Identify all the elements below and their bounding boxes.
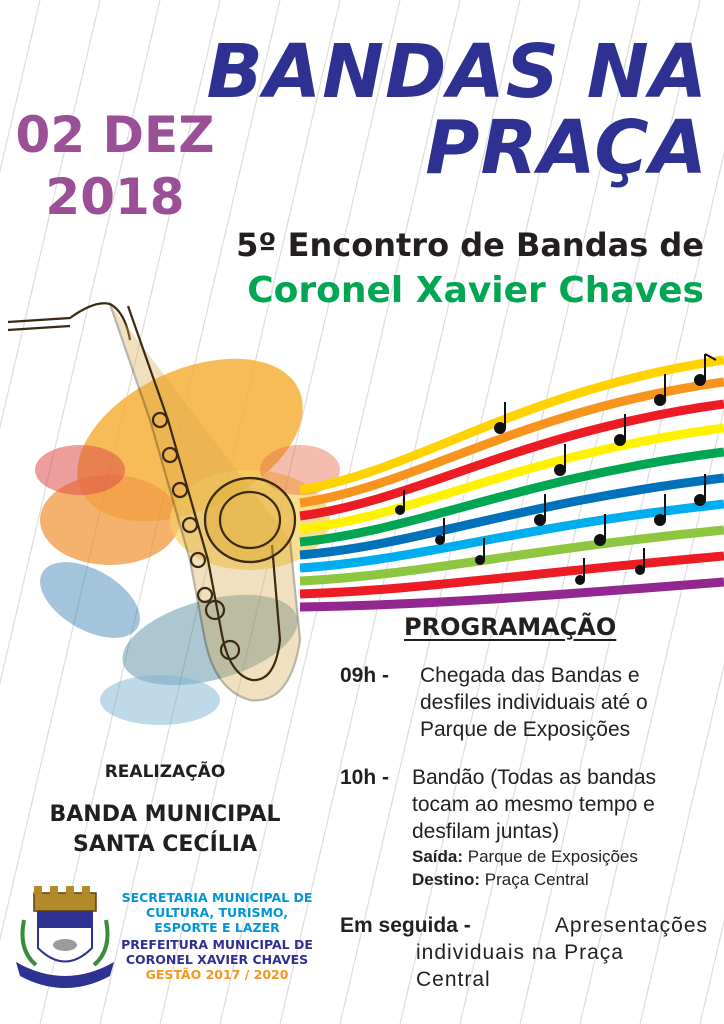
saida-label: Saída:	[412, 847, 464, 866]
event-city: Coronel Xavier Chaves	[247, 270, 704, 311]
government-credits	[112, 890, 322, 982]
event-date-day: 02 DEZ	[15, 106, 215, 164]
prefeitura-line2: CORONEL XAVIER CHAVES	[125, 952, 309, 967]
schedule-time-2: 10h -	[340, 766, 390, 789]
event-title	[200, 29, 708, 191]
event-subtitle: 5º Encontro de Bandas de	[236, 226, 704, 264]
secretaria-line3: ESPORTE E LAZER	[154, 920, 280, 935]
schedule-text-2c: desfilam juntas)	[412, 820, 560, 843]
schedule-destino	[412, 868, 708, 891]
destino-value: Praça Central	[484, 870, 589, 889]
destino-label: Destino:	[412, 870, 480, 889]
schedule-time-1: 09h -	[340, 664, 390, 687]
secretaria-line1: SECRETARIA MUNICIPAL DE	[121, 890, 313, 905]
event-date	[0, 104, 230, 228]
schedule-text-1b: desfiles individuais até o	[420, 691, 648, 714]
schedule-text-2b: tocam ao mesmo tempo e	[412, 793, 655, 816]
organizer-band-line1: BANDA MUNICIPAL	[49, 802, 281, 827]
schedule-time-3: Em seguida -	[340, 914, 471, 937]
event-title-line1: BANDAS NA	[206, 29, 708, 115]
realizacao-label: REALIZAÇÃO	[104, 762, 226, 782]
event-title-line2: PRAÇA	[425, 105, 708, 191]
event-date-year: 2018	[45, 168, 185, 226]
organizer-band-line2: SANTA CECÍLIA	[72, 832, 257, 857]
schedule-text-3a: Apresentações	[554, 914, 708, 937]
prefeitura-line1: PREFEITURA MUNICIPAL DE	[121, 937, 313, 952]
secretaria-line2: CULTURA, TURISMO,	[145, 905, 289, 920]
schedule-text-3c: Central	[416, 968, 491, 991]
schedule-saida	[412, 845, 708, 868]
schedule-text-2a: Bandão (Todas as bandas	[412, 766, 657, 789]
city-coat-of-arms	[16, 886, 114, 988]
schedule-text-3b: individuais na Praça	[416, 941, 624, 964]
gestao-period: GESTÃO 2017 / 2020	[145, 967, 289, 982]
saida-value: Parque de Exposições	[467, 847, 638, 866]
organizer-band	[20, 800, 310, 860]
schedule-text-1c: Parque de Exposições	[420, 718, 631, 741]
schedule-text-1a: Chegada das Bandas e	[420, 664, 640, 687]
programacao-heading: PROGRAMAÇÃO	[404, 613, 617, 641]
